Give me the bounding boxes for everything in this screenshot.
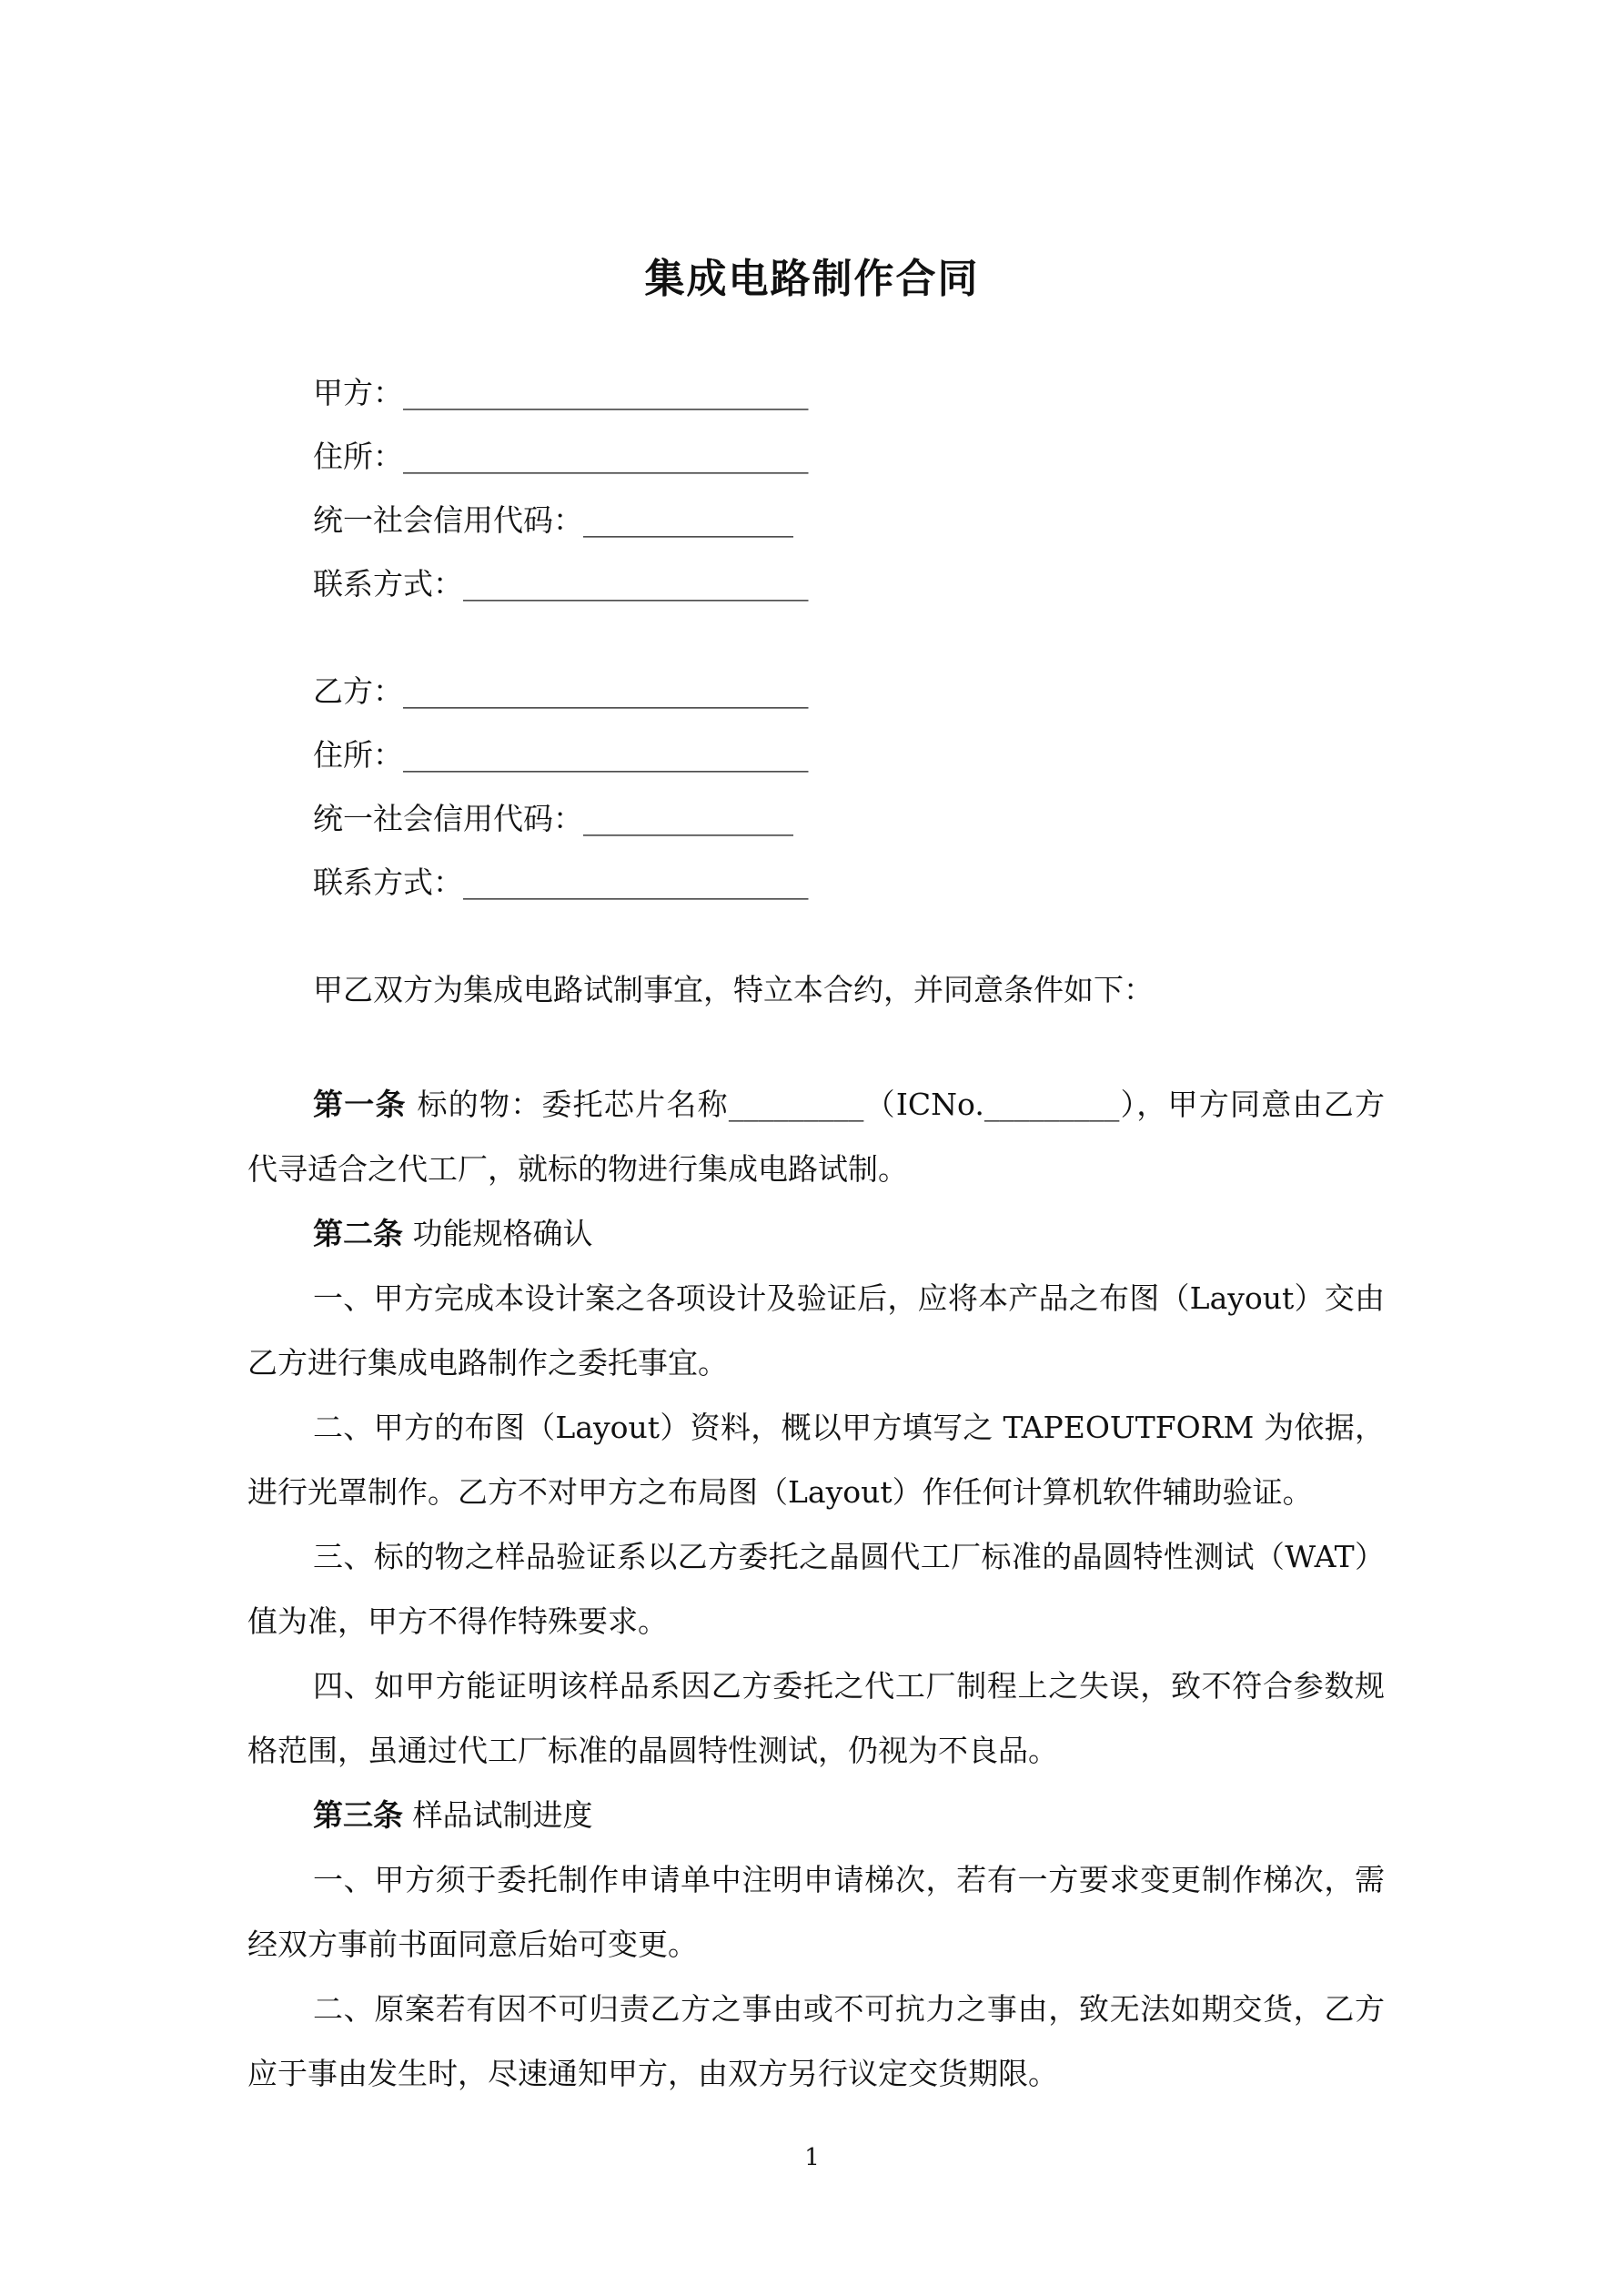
party-b-contact-field: 联系方式：_______________________ [313,865,809,900]
article-3 [247,1783,1385,1847]
clause-text: 二、甲方的布图（Layout）资料，概以甲方填写之 TAPEOUTFORM 为依据，进行光罩制作。乙方不对甲方之布局图（Layout）作任何计算机软件辅助验证。 [247,1410,1385,1510]
article-heading: 第三条 [313,1797,403,1833]
clause-text: 三、标的物之样品验证系以乙方委托之晶圆代工厂标准的晶圆特性测试（WAT）值为准，甲方不得作特殊要求。 [247,1539,1385,1639]
article-2 [247,1201,1385,1266]
party-b-credit-code-field: 统一社会信用代码：______________ [313,801,793,836]
clause-text: 四、如甲方能证明该样品系因乙方委托之代工厂制程上之失误，致不符合参数规格范围，虽通过代工厂标准的晶圆特性测试，仍视为不良品。 [247,1668,1385,1768]
party-a-name-field: 甲方：___________________________ [313,375,809,410]
article-2-clause-3 [247,1524,1385,1654]
clause-text: 一、甲方完成本设计案之各项设计及验证后，应将本产品之布图（Layout）交由乙方进行集成电路制作之委托事宜。 [247,1280,1385,1381]
article-heading: 第一条 [313,1087,407,1122]
article-heading: 第二条 [313,1216,403,1251]
article-text: 功能规格确认 [403,1216,593,1251]
party-a-contact-field: 联系方式：_______________________ [313,566,809,602]
article-text: 标的物：委托芯片名称_________（ICNo._________），甲方同意由乙方代寻适合之代工厂，就标的物进行集成电路试制。 [247,1087,1385,1187]
article-2-clause-1 [247,1266,1385,1395]
party-b-name-field: 乙方：___________________________ [313,673,809,709]
article-1 [247,1072,1385,1201]
page-number: 1 [804,2144,820,2171]
contract-title: 集成电路制作合同 [644,256,980,302]
clause-text: 二、原案若有因不可归责乙方之事由或不可抗力之事由，致无法如期交货，乙方应于事由发生时，尽速通知甲方，由双方另行议定交货期限。 [247,1991,1385,2091]
party-b-address-field: 住所：___________________________ [313,737,809,773]
article-3-clause-2 [247,1977,1385,2106]
contract-articles [247,1072,1385,2106]
party-a-address-field: 住所：___________________________ [313,439,809,474]
article-text: 样品试制进度 [403,1797,593,1833]
article-3-clause-1 [247,1847,1385,1977]
clause-text: 一、甲方须于委托制作申请单中注明申请梯次，若有一方要求变更制作梯次，需经双方事前书面同意后始可变更。 [247,1862,1385,1962]
contract-intro: 甲乙双方为集成电路试制事宜，特立本合约，并同意条件如下： [313,972,1154,1007]
article-2-clause-4 [247,1654,1385,1783]
article-2-clause-2 [247,1395,1385,1524]
party-a-credit-code-field: 统一社会信用代码：______________ [313,502,793,538]
